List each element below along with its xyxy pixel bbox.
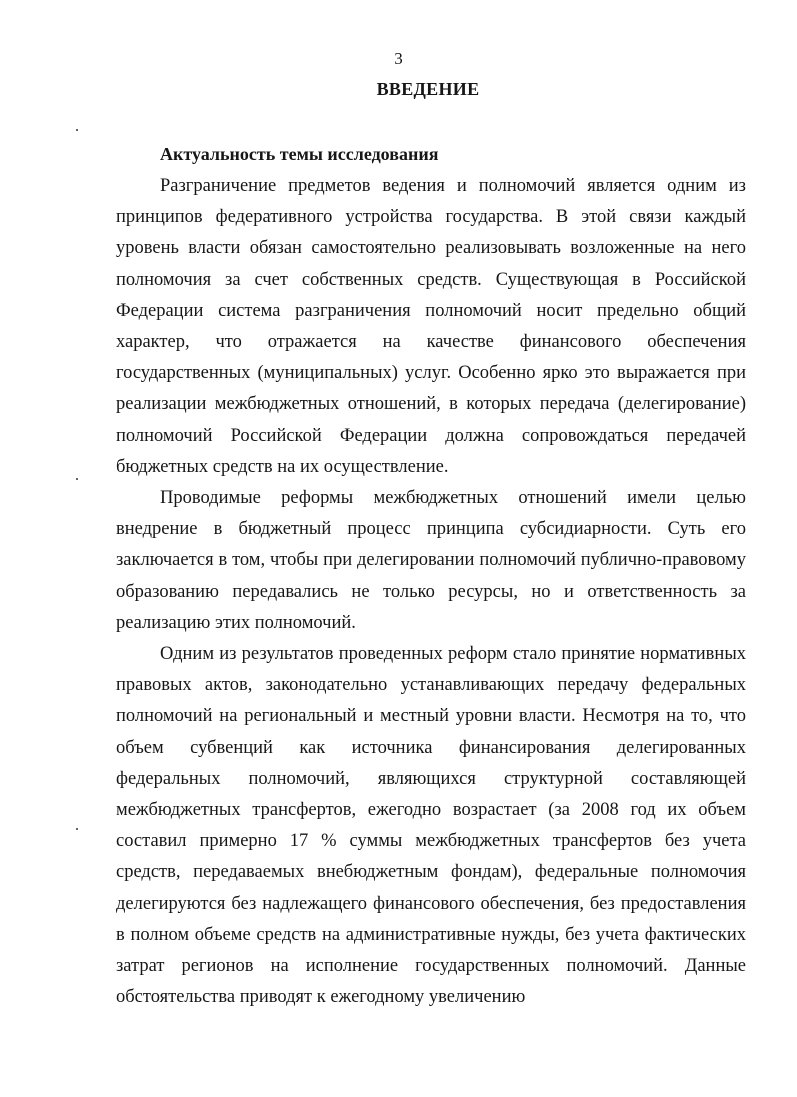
scan-mark [76,828,78,830]
page-number: 3 [394,49,403,68]
paragraph-1: Разграничение предметов ведения и полномочий является одним из принципов федеративного устройства государства. В этой связи каждый уровень власти обязан самостоятельно реализовывать возложенные на него полномочия за счет собственных средств. Существующая в Российской Федерации система разграничения полномочий носит предельно общий характер, что отражается на качестве финансового обеспечения государственных (муниципальных) услуг. Особенно ярко это выражается при реализации межбюджетных отношений, в которых передача (делегирование) полномочий Российской Федерации должна сопровождаться передачей бюджетных средств на их осуществление. [116,176,746,477]
body-text [116,171,746,1013]
paragraph-2: Проводимые реформы межбюджетных отношений имели целью внедрение в бюджетный процесс принципа субсидиарности. Суть его заключается в том, чтобы при делегировании полномочий публично-правовому образованию передавались не только ресурсы, но и ответственность за реализацию этих полномочий. [116,488,746,633]
scan-mark [76,478,78,480]
paragraph-3: Одним из результатов проведенных реформ стало принятие нормативных правовых актов, законодательно устанавливающих передачу федеральных полномочий на региональный и местный уровни власти. Несмотря на то, что объем субвенций как источника финансирования делегированных федеральных полномочий, являющихся структурной составляющей межбюджетных трансфертов, ежегодно возрастает (за 2008 год их объем составил примерно 17 % суммы межбюджетных трансфертов без учета средств, передаваемых внебюджетным фондам), федеральные полномочия делегируются без надлежащего финансового обеспечения, без предоставления в полном объеме средств на административные нужды, без учета фактических затрат регионов на исполнение государственных полномочий. Данные обстоятельства приводят к ежегодному увеличению [116,644,746,1008]
page-title: ВВЕДЕНИЕ [376,79,480,99]
section-subtitle: Актуальность темы исследования [160,144,439,164]
scan-mark [76,129,78,131]
